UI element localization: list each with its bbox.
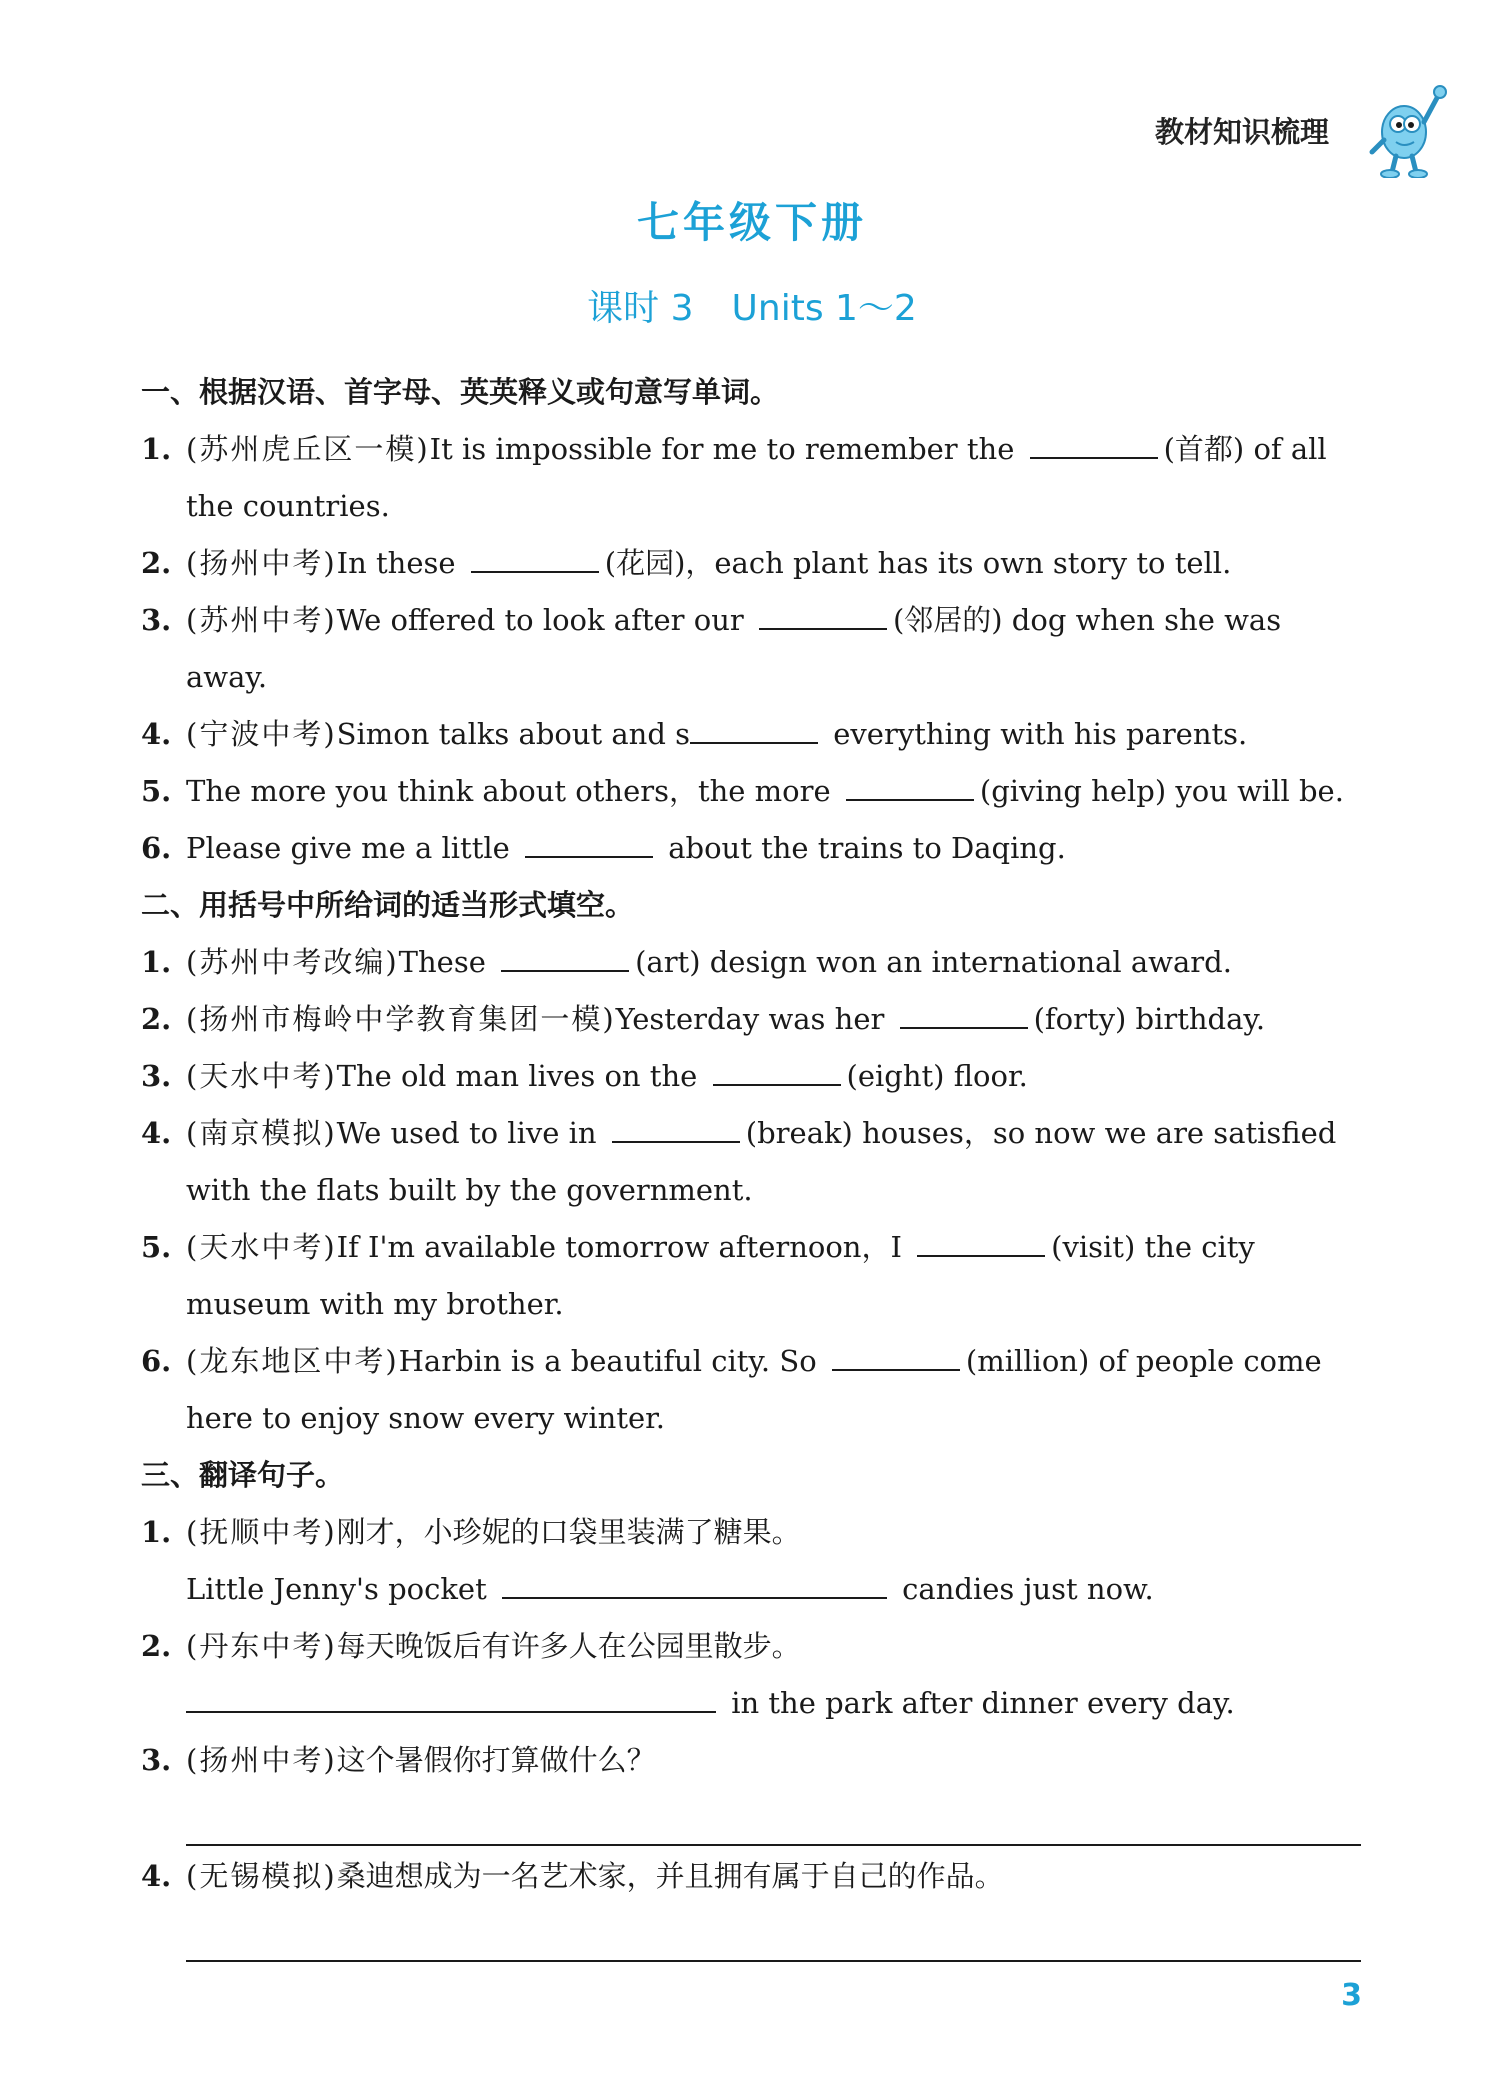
question-text: (giving help) you will be.	[979, 774, 1344, 808]
question	[141, 1732, 1361, 1846]
question-text: candies just now.	[892, 1572, 1154, 1606]
question-source: (天水中考)	[186, 1059, 337, 1093]
question-number: 2.	[141, 1629, 172, 1663]
answer-blank[interactable]	[759, 604, 887, 630]
question-source: (苏州虎丘区一模)	[186, 432, 430, 466]
question	[141, 592, 1361, 706]
answer-blank[interactable]	[690, 718, 818, 744]
question-continuation: the countries.	[186, 489, 390, 523]
exercise-content	[141, 364, 1361, 1964]
question-source: (天水中考)	[186, 1230, 337, 1264]
answer-blank[interactable]	[1030, 433, 1158, 459]
question-text: Little Jenny's pocket	[186, 1572, 496, 1606]
question-number: 4.	[141, 1859, 172, 1893]
robot-mascot-icon	[1364, 82, 1452, 178]
question-text: We used to live in	[336, 1116, 606, 1150]
question	[141, 1504, 1361, 1618]
section-heading: 一、根据汉语、首字母、英英释义或句意写单词。	[141, 375, 780, 409]
question-continuation: with the flats built by the government.	[186, 1173, 753, 1207]
answer-blank[interactable]	[471, 547, 599, 573]
question	[141, 421, 1361, 535]
question-number: 4.	[141, 717, 172, 751]
lesson-subtitle	[0, 280, 1504, 331]
section-heading: 二、用括号中所给词的适当形式填空。	[141, 888, 635, 922]
answer-blank[interactable]	[502, 1573, 887, 1599]
question-source: (扬州市梅岭中学教育集团一模)	[186, 1002, 616, 1036]
question-number: 6.	[141, 1344, 172, 1378]
question-text: (break) houses，so now we are satisfied	[745, 1116, 1337, 1150]
question-number: 5.	[141, 774, 172, 808]
question-text: (forty) birthday.	[1033, 1002, 1266, 1036]
page-number: 3	[1341, 1978, 1362, 2013]
question-text: (eight) floor.	[846, 1059, 1028, 1093]
question-number: 5.	[141, 1230, 172, 1264]
answer-blank[interactable]	[713, 1060, 841, 1086]
question-source: (丹东中考)	[186, 1629, 337, 1663]
question	[141, 1333, 1361, 1447]
question-text: in the park after dinner every day.	[722, 1686, 1235, 1720]
question-text: (million) of people come	[965, 1344, 1322, 1378]
answer-blank[interactable]	[917, 1231, 1045, 1257]
question-text: We offered to look after our	[336, 603, 753, 637]
question-number: 1.	[141, 945, 172, 979]
question	[141, 934, 1361, 991]
question-source: (扬州中考)	[186, 1743, 337, 1777]
question-text: (art) design won an international award.	[635, 945, 1232, 979]
question-text: (visit) the city	[1051, 1230, 1255, 1264]
question-text: (首都) of all	[1163, 432, 1327, 466]
question-text: Yesterday was her	[615, 1002, 894, 1036]
page-title: 七年级下册	[636, 198, 867, 247]
question-source: (抚顺中考)	[186, 1515, 337, 1549]
question	[141, 1105, 1361, 1219]
question	[141, 706, 1361, 763]
question-text: Simon talks about and s	[336, 717, 691, 751]
units-label: Units 1～2	[731, 288, 917, 329]
answer-blank[interactable]	[525, 832, 653, 858]
question	[141, 991, 1361, 1048]
question-source: (苏州中考)	[186, 603, 337, 637]
question-text: (邻居的) dog when she was	[892, 603, 1282, 637]
question-text: These	[398, 945, 496, 979]
answer-blank[interactable]	[612, 1117, 740, 1143]
question	[141, 535, 1361, 592]
question-text: If I'm available tomorrow afternoon，I	[336, 1230, 912, 1264]
answer-blank[interactable]	[846, 775, 974, 801]
question-text: about the trains to Daqing.	[659, 831, 1066, 865]
question-number: 2.	[141, 1002, 172, 1036]
question-text: 刚才，小珍妮的口袋里装满了糖果。	[336, 1515, 801, 1549]
question-text: 每天晚饭后有许多人在公园里散步。	[336, 1629, 801, 1663]
section-heading: 三、翻译句子。	[141, 1458, 345, 1492]
question-source: (苏州中考改编)	[186, 945, 399, 979]
answer-blank[interactable]	[900, 1003, 1028, 1029]
question-text: The more you think about others，the more	[186, 774, 840, 808]
question	[141, 763, 1361, 820]
question-text: 桑迪想成为一名艺术家，并且拥有属于自己的作品。	[336, 1859, 1004, 1893]
answer-line[interactable]	[186, 1789, 1361, 1846]
question-number: 3.	[141, 1743, 172, 1777]
answer-line[interactable]	[186, 1905, 1361, 1962]
question-number: 3.	[141, 1059, 172, 1093]
question-number: 3.	[141, 603, 172, 637]
question-text: (花园)，each plant has its own story to tell.	[604, 546, 1232, 580]
question-number: 1.	[141, 1515, 172, 1549]
question-number: 2.	[141, 546, 172, 580]
question-text: Harbin is a beautiful city. So	[398, 1344, 826, 1378]
question-source: (龙东地区中考)	[186, 1344, 399, 1378]
question-source: (无锡模拟)	[186, 1859, 337, 1893]
question	[141, 1048, 1361, 1105]
question-source: (南京模拟)	[186, 1116, 337, 1150]
question	[141, 1618, 1361, 1732]
question	[141, 820, 1361, 877]
header-label: 教材知识梳理	[1154, 115, 1329, 149]
question-text: It is impossible for me to remember the	[429, 432, 1024, 466]
question	[141, 1848, 1361, 1962]
answer-blank[interactable]	[186, 1687, 716, 1713]
question-text: Please give me a little	[186, 831, 520, 865]
question-source: (扬州中考)	[186, 546, 337, 580]
question-number: 6.	[141, 831, 172, 865]
question-number: 4.	[141, 1116, 172, 1150]
answer-blank[interactable]	[832, 1345, 960, 1371]
question-number: 1.	[141, 432, 172, 466]
answer-blank[interactable]	[501, 946, 629, 972]
question-text: The old man lives on the	[336, 1059, 707, 1093]
question-text: 这个暑假你打算做什么？	[336, 1743, 656, 1777]
lesson-label: 课时 3	[587, 288, 694, 329]
question-text: In these	[336, 546, 465, 580]
question-continuation: museum with my brother.	[186, 1287, 564, 1321]
question	[141, 1219, 1361, 1333]
question-continuation: away.	[186, 660, 268, 694]
question-continuation: here to enjoy snow every winter.	[186, 1401, 666, 1435]
question-source: (宁波中考)	[186, 717, 337, 751]
question-text: everything with his parents.	[824, 717, 1248, 751]
